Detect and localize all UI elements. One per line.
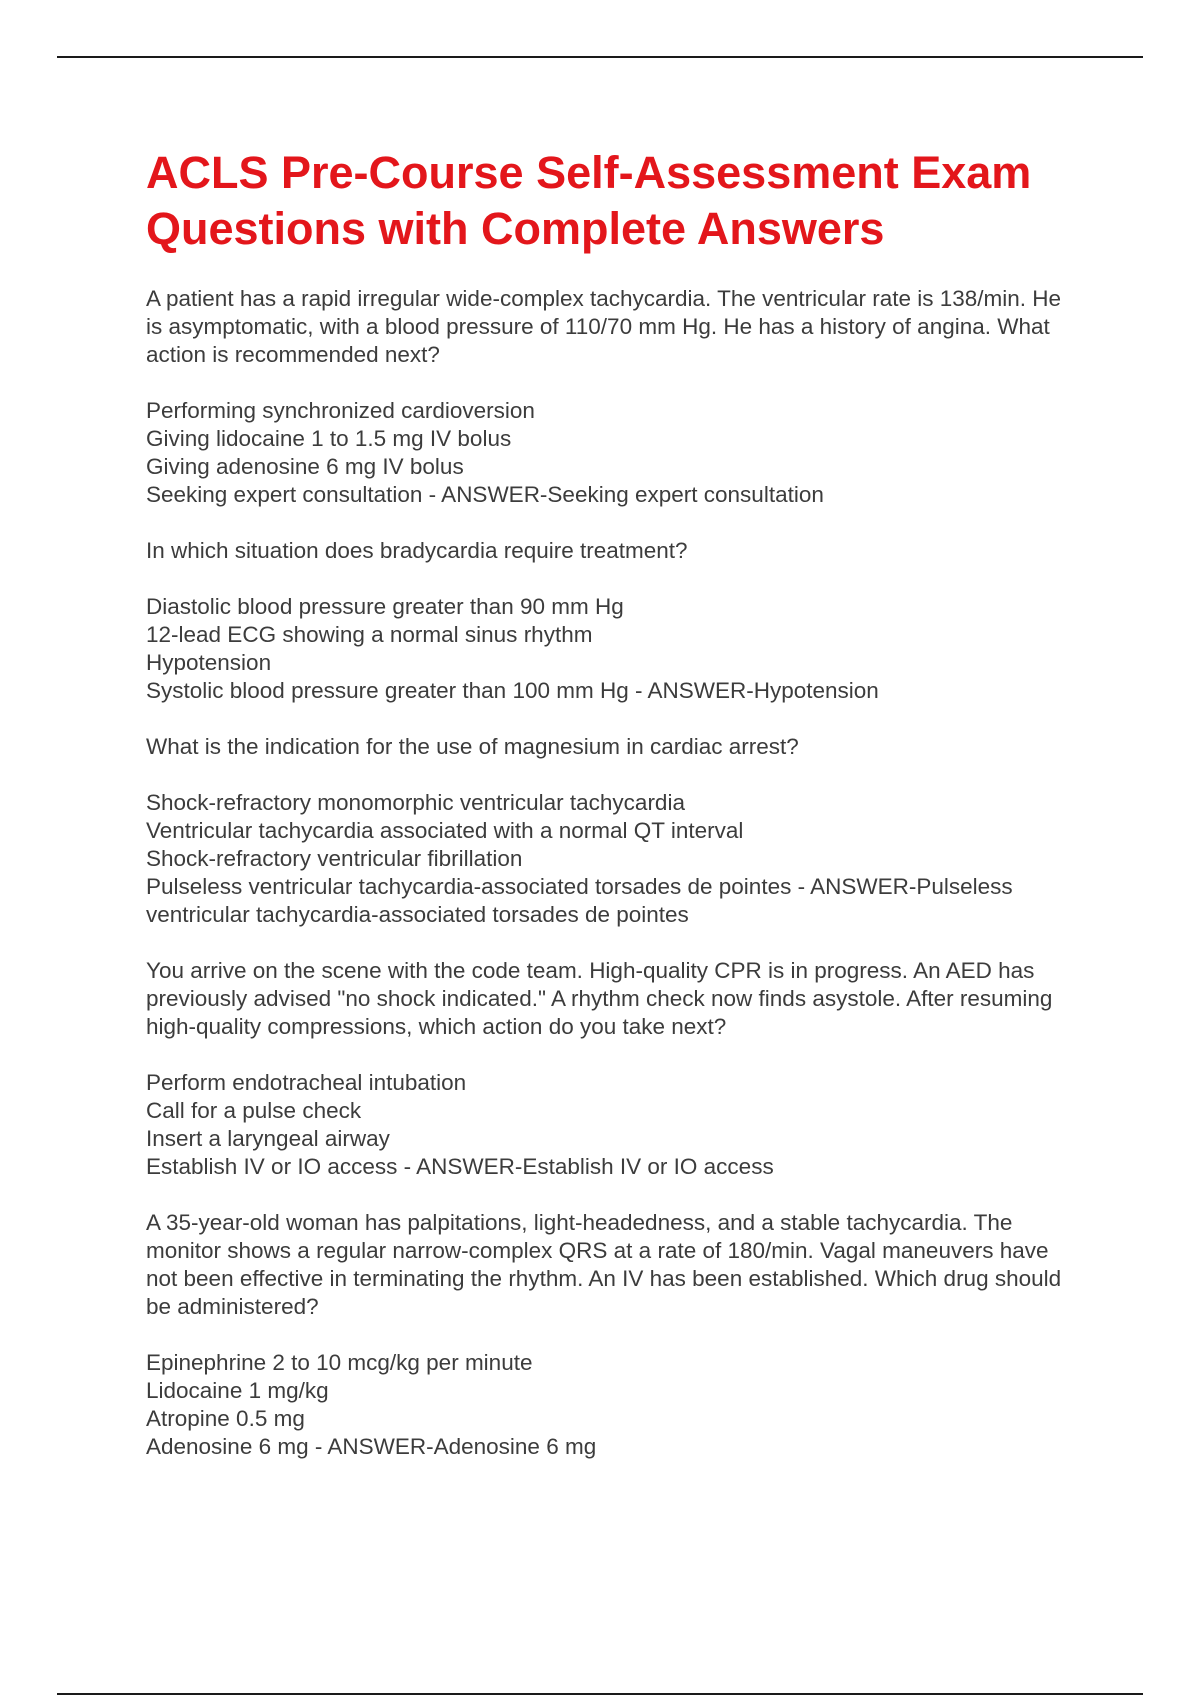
answer-options xyxy=(146,789,1066,929)
document-body xyxy=(146,145,1066,1489)
qa-item xyxy=(146,537,1066,705)
option: Hypotension xyxy=(146,650,272,675)
option-with-answer: Pulseless ventricular tachycardia-associated torsades de pointes - ANSWER-Pulseless ventricular tachycardia-associated torsades de pointes xyxy=(146,874,1013,927)
bottom-divider xyxy=(57,1693,1143,1695)
answer-options xyxy=(146,593,1066,705)
option-with-answer: Seeking expert consultation - ANSWER-Seeking expert consultation xyxy=(146,482,824,507)
qa-item xyxy=(146,733,1066,929)
qa-item xyxy=(146,285,1066,509)
question-text: A patient has a rapid irregular wide-complex tachycardia. The ventricular rate is 138/min. He is asymptomatic, with a blood pressure of 110/70 mm Hg. He has a history of angina. What action is recommended next? xyxy=(146,286,1062,367)
option: Insert a laryngeal airway xyxy=(146,1126,390,1151)
option: Ventricular tachycardia associated with a normal QT interval xyxy=(146,818,744,843)
qa-item xyxy=(146,957,1066,1181)
option: Giving lidocaine 1 to 1.5 mg IV bolus xyxy=(146,426,512,451)
option: Performing synchronized cardioversion xyxy=(146,398,535,423)
page-title: ACLS Pre-Course Self-Assessment Exam Questions with Complete Answers xyxy=(146,147,1032,254)
top-divider xyxy=(57,56,1143,58)
option-with-answer: Adenosine 6 mg - ANSWER-Adenosine 6 mg xyxy=(146,1434,597,1459)
option: Giving adenosine 6 mg IV bolus xyxy=(146,454,464,479)
qa-item xyxy=(146,1209,1066,1461)
option-with-answer: Establish IV or IO access - ANSWER-Establish IV or IO access xyxy=(146,1154,774,1179)
option: Perform endotracheal intubation xyxy=(146,1070,467,1095)
question-text: You arrive on the scene with the code team. High-quality CPR is in progress. An AED has previously advised "no shock indicated." A rhythm check now finds asystole. After resuming high-quality compressions, which action do you take next? xyxy=(146,958,1053,1039)
option: 12-lead ECG showing a normal sinus rhythm xyxy=(146,622,593,647)
question-text: A 35-year-old woman has palpitations, light-headedness, and a stable tachycardia. The monitor shows a regular narrow-complex QRS at a rate of 180/min. Vagal maneuvers have not been effective in terminating the rhythm. An IV has been established. Which drug should be administered? xyxy=(146,1210,1062,1319)
question-text: What is the indication for the use of magnesium in cardiac arrest? xyxy=(146,734,799,759)
question-text: In which situation does bradycardia require treatment? xyxy=(146,538,688,563)
option: Diastolic blood pressure greater than 90 mm Hg xyxy=(146,594,624,619)
option: Shock-refractory monomorphic ventricular tachycardia xyxy=(146,790,685,815)
option: Shock-refractory ventricular fibrillation xyxy=(146,846,523,871)
option: Call for a pulse check xyxy=(146,1098,362,1123)
option: Atropine 0.5 mg xyxy=(146,1406,305,1431)
option: Lidocaine 1 mg/kg xyxy=(146,1378,329,1403)
option: Epinephrine 2 to 10 mcg/kg per minute xyxy=(146,1350,533,1375)
answer-options xyxy=(146,1069,1066,1181)
option-with-answer: Systolic blood pressure greater than 100 mm Hg - ANSWER-Hypotension xyxy=(146,678,879,703)
answer-options xyxy=(146,1349,1066,1461)
answer-options xyxy=(146,397,1066,509)
